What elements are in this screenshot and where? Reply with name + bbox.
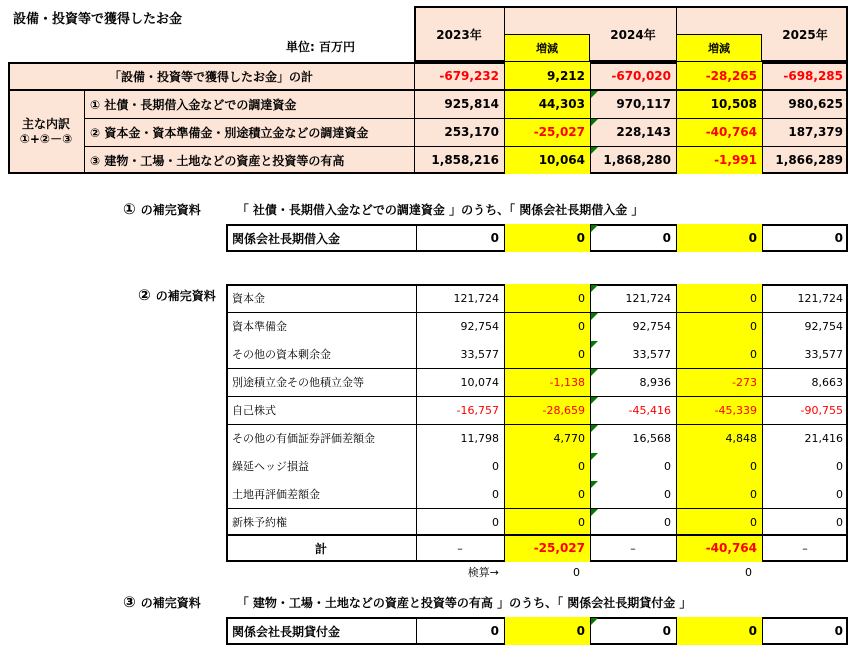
value-cell[interactable]: -28,659 [542,403,585,417]
group-label-line2: ①+②－③ [19,132,73,146]
comment-indicator-icon [591,313,598,320]
value-cell[interactable]: 0 [662,624,671,638]
value-cell[interactable]: 121,724 [797,291,843,305]
row-label[interactable]: ② 資本金・資本準備金・別途積立金などの調達資金 [90,125,369,140]
row-label[interactable]: ③ 建物・工場・土地などの資産と投資等の有高 [90,153,345,168]
value-cell[interactable]: -1,991 [714,153,757,167]
value-cell[interactable]: 0 [750,459,757,473]
section3-marker: ③ [123,593,136,611]
value-cell[interactable]: 1,866,289 [775,153,843,167]
value-cell[interactable]: 0 [664,487,671,501]
value-cell[interactable]: 121,724 [453,291,499,305]
value-cell[interactable]: -40,764 [705,541,757,555]
comment-indicator-icon [591,147,598,154]
value-cell[interactable]: 44,303 [538,97,585,111]
check-value: 0 [745,565,752,579]
section1-heading-text: の補完資料 [140,202,201,217]
value-cell[interactable]: 980,625 [788,97,843,111]
value-cell[interactable]: 0 [578,487,585,501]
value-cell[interactable]: 92,754 [460,319,499,333]
value-cell[interactable]: -90,755 [800,403,843,417]
value-cell[interactable]: – [457,541,463,555]
row-label[interactable]: ① 社債・長期借入金などでの調達資金 [90,97,297,112]
unit-label: 単位: 百万円 [286,40,355,54]
check-value: 0 [573,565,580,579]
value-cell[interactable]: 0 [578,291,585,305]
section1-detail: 「 社債・長期借入金などでの調達資金 」のうち、「 関係会社長期借入金 」 [236,202,644,217]
value-cell[interactable]: -45,416 [628,403,671,417]
value-cell[interactable]: 0 [662,231,671,245]
value-cell[interactable]: 970,117 [616,97,671,111]
value-cell[interactable]: 0 [576,231,585,245]
value-cell[interactable]: -698,285 [783,69,843,83]
row-label[interactable]: 自己株式 [232,404,276,417]
value-cell[interactable]: 0 [576,624,585,638]
section3-detail: 「 建物・工場・土地などの資産と投資等の有高 」のうち、「 関係会社長期貸付金 」 [236,595,692,610]
value-cell[interactable]: 253,170 [444,125,499,139]
value-cell[interactable]: 0 [490,624,499,638]
section3-heading-text: の補完資料 [140,595,201,610]
value-cell[interactable]: -670,020 [611,69,671,83]
comment-indicator-icon [591,119,598,126]
value-cell[interactable]: 0 [748,231,757,245]
value-cell[interactable]: -45,339 [714,403,757,417]
comment-indicator-icon [591,425,598,432]
value-cell[interactable]: 92,754 [804,319,843,333]
value-cell[interactable]: 121,724 [625,291,671,305]
row-label[interactable]: 土地再評価差額金 [232,488,320,501]
value-cell[interactable]: – [630,541,636,555]
comment-indicator-icon [591,225,598,232]
value-cell[interactable]: -25,027 [533,125,585,139]
value-cell[interactable]: 92,754 [632,319,671,333]
value-cell[interactable]: 0 [664,515,671,529]
row-label[interactable]: 繰延ヘッジ損益 [232,460,309,473]
value-cell[interactable]: 1,858,216 [431,153,499,167]
comment-indicator-icon [591,369,598,376]
value-cell[interactable]: 0 [836,487,843,501]
value-cell[interactable]: 0 [834,231,843,245]
value-cell[interactable]: 21,416 [804,431,843,445]
year-header-2023[interactable]: 2023年 [436,27,482,42]
row-label[interactable]: 別途積立金その他積立金等 [232,376,364,389]
comment-indicator-icon [591,453,598,460]
section2-marker: ② [138,286,151,304]
group-label[interactable] [8,90,84,174]
year-header-2024[interactable]: 2024年 [610,27,656,42]
value-cell[interactable]: 0 [750,515,757,529]
comment-indicator-icon [591,285,598,292]
value-cell[interactable]: 0 [492,487,499,501]
value-cell[interactable]: – [802,541,808,555]
check-label: 検算→ [467,566,499,579]
year-header-2025[interactable]: 2025年 [782,27,828,42]
page-title: 設備・投資等で獲得したお金 [13,12,183,27]
value-cell[interactable]: 0 [834,624,843,638]
value-cell[interactable]: 0 [578,459,585,473]
value-cell[interactable]: 0 [836,515,843,529]
value-cell[interactable]: 0 [578,515,585,529]
row-label[interactable]: 資本準備金 [232,320,287,333]
row-label[interactable]: 関係会社長期借入金 [232,231,341,246]
value-cell[interactable]: 8,936 [639,375,671,389]
comment-indicator-icon [591,341,598,348]
value-cell[interactable]: 0 [836,459,843,473]
value-cell[interactable]: 0 [492,459,499,473]
value-cell[interactable]: 16,568 [632,431,671,445]
value-cell[interactable]: 0 [490,231,499,245]
row-label[interactable]: その他の有価証券評価差額金 [232,432,375,445]
comment-indicator-icon [591,91,598,98]
value-cell[interactable]: 0 [748,624,757,638]
value-cell[interactable]: 0 [750,291,757,305]
value-cell[interactable]: 0 [578,319,585,333]
value-cell[interactable]: 925,814 [444,97,499,111]
delta-header[interactable]: 増減 [708,42,730,55]
total-row-label[interactable]: 「設備・投資等で獲得したお金」の計 [108,69,313,84]
value-cell[interactable]: 4,770 [553,431,585,445]
row-label[interactable]: 関係会社長期貸付金 [232,624,341,639]
value-cell[interactable]: -28,265 [705,69,757,83]
value-cell[interactable]: 33,577 [460,347,499,361]
comment-indicator-icon [591,481,598,488]
section1-marker: ① [123,200,136,218]
value-cell[interactable]: -25,027 [533,541,585,555]
comment-indicator-icon [591,509,598,516]
comment-indicator-icon [591,397,598,404]
delta-header[interactable]: 増減 [536,42,558,55]
row-label[interactable]: 新株予約権 [232,516,287,529]
value-cell[interactable]: 33,577 [804,347,843,361]
row-label[interactable]: その他の資本剰余金 [232,348,331,361]
value-cell[interactable]: 0 [578,347,585,361]
comment-indicator-icon [591,618,598,625]
value-cell[interactable]: 10,064 [538,153,585,167]
value-cell[interactable]: -1,138 [549,375,585,389]
value-cell[interactable]: 228,143 [616,125,671,139]
value-cell[interactable]: 0 [750,319,757,333]
value-cell[interactable]: -679,232 [439,69,499,83]
value-cell[interactable]: 10,074 [460,375,499,389]
section2-heading-text: の補完資料 [155,288,216,303]
value-cell[interactable]: -273 [732,375,757,389]
value-cell[interactable]: 1,868,280 [603,153,671,167]
supplement1-heading [123,200,643,218]
value-cell[interactable]: 8,663 [811,375,843,389]
value-cell[interactable]: 11,798 [460,431,499,445]
value-cell[interactable]: 187,379 [788,125,843,139]
value-cell[interactable]: 0 [750,347,757,361]
value-cell[interactable]: 33,577 [632,347,671,361]
value-cell[interactable]: 0 [664,459,671,473]
value-cell[interactable]: 9,212 [547,69,585,83]
value-cell[interactable]: -16,757 [456,403,499,417]
supplement3-heading [123,593,691,611]
row-label[interactable]: 資本金 [232,292,265,305]
value-cell[interactable]: -40,764 [705,125,757,139]
value-cell[interactable]: 0 [750,487,757,501]
total-row-label[interactable]: 計 [314,541,327,556]
value-cell[interactable]: 0 [492,515,499,529]
supplement2-heading [138,286,216,304]
value-cell[interactable]: 4,848 [725,431,757,445]
group-label-line1: 主な内訳 [21,117,70,131]
value-cell[interactable]: 10,508 [710,97,757,111]
